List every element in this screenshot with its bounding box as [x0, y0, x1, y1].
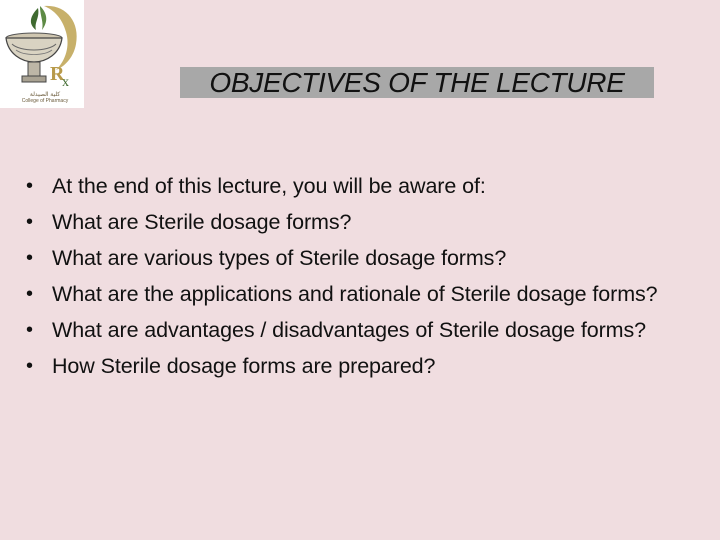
- bullet-icon: •: [26, 283, 33, 305]
- logo-caption-english: College of Pharmacy: [21, 98, 69, 104]
- objectives-list: [26, 168, 696, 384]
- list-item-text: What are Sterile dosage forms?: [52, 210, 352, 234]
- list-item-text: What are various types of Sterile dosage forms?: [52, 246, 507, 270]
- list-item: [26, 168, 696, 204]
- list-item-text: What are the applications and rationale of Sterile dosage forms?: [52, 282, 658, 306]
- list-item: [26, 276, 696, 312]
- list-item: [26, 204, 696, 240]
- bullet-icon: •: [26, 211, 33, 233]
- slide-title: OBJECTIVES OF THE LECTURE: [209, 67, 625, 98]
- list-item: [26, 312, 696, 348]
- svg-text:R: R: [50, 63, 65, 85]
- pharmacy-bowl-icon: [0, 0, 84, 92]
- logo-caption: [14, 92, 76, 104]
- svg-text:x: x: [62, 75, 69, 90]
- bullet-icon: •: [26, 355, 33, 377]
- list-item-text: How Sterile dosage forms are prepared?: [52, 354, 436, 378]
- title-bar: [180, 67, 654, 98]
- bullet-icon: •: [26, 247, 33, 269]
- bullet-icon: •: [26, 175, 33, 197]
- list-item: [26, 240, 696, 276]
- list-item-text: At the end of this lecture, you will be aware of:: [52, 174, 486, 198]
- college-logo: [0, 0, 84, 108]
- logo-caption-arabic: كلية الصيدلة: [29, 92, 61, 98]
- list-item-text: What are advantages / disadvantages of Sterile dosage forms?: [52, 318, 646, 342]
- bullet-icon: •: [26, 319, 33, 341]
- list-item: [26, 348, 696, 384]
